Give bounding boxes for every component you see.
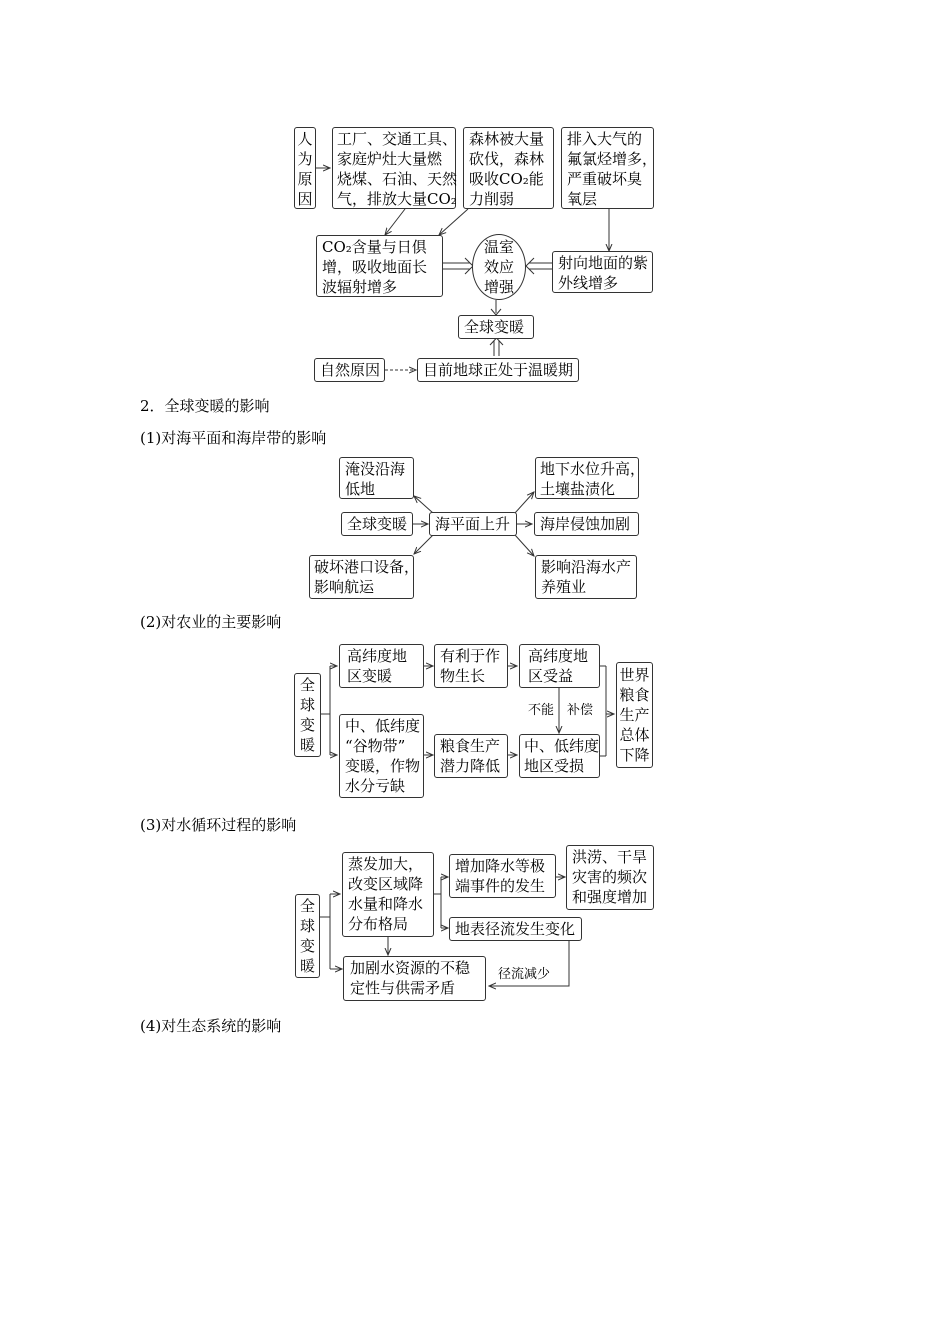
human-cause-box: [294, 127, 316, 209]
world-grain-line: 总体: [619, 726, 650, 744]
groundwater-line: 地下水位升高，: [540, 460, 646, 478]
world-grain-line: 下降: [619, 746, 650, 764]
agri-global-warming-box: [294, 673, 321, 757]
water-resource-box: [343, 956, 486, 1001]
deforestation-box: [463, 127, 554, 209]
mid-low-loss-line: 地区受损: [524, 757, 585, 775]
cfc-line: 严重破坏臭: [567, 170, 643, 188]
extreme-events-box: [449, 854, 556, 898]
world-grain-line: 生产: [619, 706, 650, 724]
high-lat-warm-line: 高纬度地: [347, 647, 408, 665]
agri-warming-char: 暖: [299, 736, 315, 754]
high-lat-benefit-line: 高纬度地: [528, 647, 589, 665]
mid-low-loss-line: 中、低纬度: [524, 737, 600, 755]
coast-erosion-box: 海岸侵蚀加剧: [534, 512, 639, 536]
flood-lowland-box: [339, 457, 414, 499]
mid-low-lat-box: [339, 714, 424, 798]
mid-low-line: 水分亏缺: [345, 777, 406, 795]
sea-level-rise-box: 海平面上升: [429, 512, 517, 536]
groundwater-rise-box: [535, 457, 646, 499]
compensate-label: 补偿: [567, 703, 594, 718]
high-lat-warm-line: 区变暖: [347, 667, 393, 685]
world-grain-decline-box: [616, 662, 653, 768]
mid-low-loss-box: [519, 734, 600, 778]
disaster-line: 灾害的频次: [572, 868, 648, 886]
section-2-title: 2．全球变暖的影响: [140, 397, 270, 415]
human-cause-char: 因: [297, 190, 313, 208]
extreme-line: 端事件的发生: [455, 877, 546, 895]
cannot-label: 不能: [528, 703, 555, 718]
co2-increase-box: [316, 235, 443, 297]
forest-line: 力削弱: [469, 190, 515, 208]
evaporation-box: [342, 852, 434, 937]
port-line: 破坏港口设备，: [314, 558, 420, 576]
factory-emission-box: [332, 127, 456, 209]
evap-line: 水量和降水: [348, 895, 424, 913]
subsection-4-title: (4)对生态系统的影响: [140, 1017, 282, 1035]
mid-low-line: 变暖，作物: [345, 757, 421, 775]
water-resource-line: 定性与供需矛盾: [350, 979, 456, 997]
groundwater-line: 土壤盐渍化: [540, 480, 616, 498]
cfc-line: 排入大气的: [567, 130, 643, 148]
factory-line: 气，排放大量CO₂: [337, 190, 457, 208]
water-warming-char: 变: [299, 937, 315, 955]
crop-growth-line: 物生长: [440, 667, 486, 685]
factory-line: 家庭炉灶大量燃: [337, 150, 443, 168]
arrow-factory-to-co2: [385, 209, 405, 235]
water-warming-char: 球: [299, 917, 315, 935]
water-warming-char: 全: [299, 897, 315, 915]
aquaculture-line: 养殖业: [541, 578, 587, 596]
high-lat-warming-box: [339, 644, 424, 688]
flood-line: 低地: [345, 480, 376, 498]
forest-line: 森林被大量: [469, 130, 545, 148]
uv-increase-box: [552, 251, 653, 293]
runoff-change-box: 地表径流发生变化: [449, 917, 582, 941]
arrow-sea-to-aquaculture: [515, 535, 534, 556]
forest-line: 砍伐，森林: [469, 150, 545, 168]
co2-line: 波辐射增多: [322, 278, 398, 296]
water-resource-line: 加剧水资源的不稳: [350, 959, 471, 977]
evap-line: 蒸发加大，: [348, 855, 424, 873]
co2-line: CO₂含量与日俱: [322, 238, 427, 256]
cfc-line: 氟氯烃增多，: [567, 150, 658, 168]
crop-growth-box: [434, 644, 508, 688]
grain-potential-line: 潜力降低: [440, 757, 501, 775]
cfc-box: [561, 127, 658, 209]
aquaculture-box: [535, 555, 637, 599]
greenhouse-line: 增强: [483, 278, 514, 296]
subsection-3-title: (3)对水循环过程的影响: [140, 816, 297, 834]
agri-warming-char: 变: [299, 716, 315, 734]
current-warm-period-box: 目前地球正处于温暖期: [417, 358, 579, 382]
arrow-sea-to-groundwater: [515, 492, 534, 513]
co2-line: 增，吸收地面长: [322, 258, 428, 276]
subsection-1-title: (1)对海平面和海岸带的影响: [140, 429, 327, 447]
forest-line: 吸收CO₂能: [469, 170, 544, 188]
high-lat-benefit-line: 区受益: [528, 667, 574, 685]
grain-potential-box: [434, 734, 508, 778]
arrow-forest-to-co2: [439, 209, 468, 235]
mid-low-line: 中、低纬度: [345, 717, 421, 735]
water-global-warming-box: [295, 894, 320, 978]
human-cause-char: 为: [297, 150, 313, 168]
subsection-2-title: (2)对农业的主要影响: [140, 613, 282, 631]
uv-line: 外线增多: [558, 274, 619, 292]
double-arrow-uv-head: [526, 258, 534, 274]
arrow-sea-to-port: [414, 535, 433, 554]
grain-potential-line: 粮食生产: [440, 737, 501, 755]
evap-line: 分布格局: [348, 915, 409, 933]
flood-line: 淹没沿海: [345, 460, 406, 478]
human-cause-char: 原: [297, 170, 313, 188]
cfc-line: 氧层: [567, 190, 598, 208]
flood-drought-box: [566, 845, 654, 910]
water-warming-char: 暖: [299, 957, 315, 975]
factory-line: 烧煤、石油、天然: [337, 170, 458, 188]
agri-warming-char: 球: [299, 696, 315, 714]
crop-growth-line: 有利于作: [440, 647, 501, 665]
world-grain-line: 世界: [619, 666, 650, 684]
greenhouse-line: 效应: [483, 258, 514, 276]
agri-warming-char: 全: [299, 676, 315, 694]
high-lat-benefit-box: [519, 644, 600, 688]
uv-line: 射向地面的紫: [558, 254, 649, 272]
aquaculture-line: 影响沿海水产: [541, 558, 632, 576]
global-warming-box: 全球变暖: [458, 315, 534, 339]
human-cause-char: 人: [297, 130, 313, 148]
runoff-decrease-label: 径流减少: [498, 967, 551, 982]
extreme-line: 增加降水等极: [455, 857, 546, 875]
factory-line: 工厂、交通工具、: [337, 130, 458, 148]
natural-cause-box: 自然原因: [314, 358, 385, 382]
arrow-sea-to-flood: [414, 496, 433, 513]
greenhouse-effect-oval: [472, 234, 526, 300]
sea-global-warming-box: 全球变暖: [341, 512, 413, 536]
evap-line: 改变区域降: [348, 875, 424, 893]
port-line: 影响航运: [314, 578, 375, 596]
mid-low-line: “谷物带”: [345, 737, 406, 755]
port-damage-box: [309, 555, 420, 599]
disaster-line: 洪涝、干旱: [572, 848, 648, 866]
greenhouse-line: 温室: [483, 238, 514, 256]
disaster-line: 和强度增加: [572, 888, 648, 906]
world-grain-line: 粮食: [619, 686, 650, 704]
